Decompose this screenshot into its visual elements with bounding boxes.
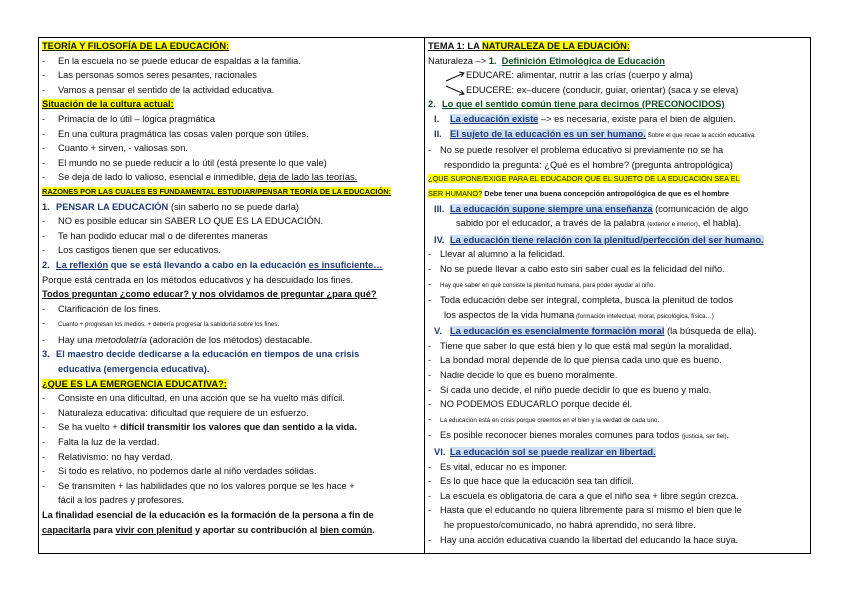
list-item: - Primacía de lo útil – lógica pragmática (42, 113, 216, 124)
list-item: - No se puede resolver el problema educativo si previamente no se ha (428, 145, 724, 156)
item-2: 2. La reflexión que se está llevando a cabo en la educación es insuficiente… (42, 259, 383, 270)
list-item: - Naturaleza educativa: dificultad que requiere de un esfuerzo. (42, 407, 309, 418)
list-item: - Se transmiten + las habilidades que no los valores porque se les hace + (42, 480, 355, 491)
educare-line: EDUCARE: alimentar, nutrir a las crías (cuerpo y alma) (428, 68, 807, 83)
item-3-cont: educativa (emergencia educativa). (58, 364, 210, 375)
left-column (39, 38, 425, 553)
educere-line: EDUCERE: ex–ducere (conducir, guiar, orientar) (saca y se eleva) (428, 83, 807, 98)
list-item: - Las personas somos seres pesantes, racionales (42, 70, 257, 81)
list-item: - Los castigos tienen que ser educativos. (42, 245, 221, 256)
list-item-cont: los aspectos de la vida humana (formación intelectual, moral, psicológica, física…) (444, 309, 714, 320)
list-item: - Cuanto + sirven, - valiosas son. (42, 143, 188, 154)
list-item-cont: fácil a los padres y profesores. (58, 495, 185, 506)
list-item: - La educación está en crisis porque creemos en el bien y la verdad de cada uno. (428, 413, 660, 424)
list-item: - Consiste en una dificultad, en una acción que se ha vuelto más difícil. (42, 393, 345, 404)
item-2-text: Porque está centrada en los métodos educativos y ha descuidado los fines. (42, 274, 354, 285)
list-item: - Es posible reconocer bienes morales comunes para todos (justicia, ser fiel). (428, 430, 730, 441)
list-item: - La escuela es obligatoria de cara a que el niño sea + libre según crezca. (428, 490, 739, 501)
list-item: - Hay una metodolatría (adoración de los métodos) destacable. (42, 334, 313, 345)
emergency-heading: ¿QUE ES LA EMERGENCIA EDUCATIVA?: (42, 378, 227, 389)
item-2-question: Todos preguntan ¿como educar? y nos olvidamos de preguntar ¿para qué? (42, 289, 377, 300)
left-title: TEORÍA Y FILOSOFÍA DE LA EDUCACIÓN: (42, 41, 230, 51)
list-item: - Si todo es relativo, no podemos darle al niño verdades sólidas. (42, 466, 317, 477)
list-item: - Cuanto + progresan los medios, + debería progresar la sabiduría sobre los fines. (42, 318, 280, 329)
point-i: I. La educación existe –> es necesaria, existe para el bien de alguien. (434, 113, 736, 124)
right-column (425, 38, 810, 553)
list-item: - En la escuela no se puede educar de espaldas a la familia. (42, 55, 301, 66)
list-item: - Te han podido educar mal o de diferentes maneras (42, 230, 268, 241)
list-item: - En una cultura pragmática las cosas valen porque son útiles. (42, 128, 309, 139)
list-item: - Vamos a pensar el sentido de la actividad educativa. (42, 84, 275, 95)
list-item: - Hasta que el educando no quiera libremente para sí mismo el bien que le (428, 505, 742, 516)
list-item: - Falta la luz de la verdad. (42, 437, 160, 448)
nature-line: Naturaleza –> 1. Definición Etimológica de Educación (428, 55, 665, 66)
point-iv: IV. La educación tiene relación con la plenitud/perfección del ser humano. (434, 234, 764, 245)
list-item: - Si cada uno decide, el niño puede decidir lo que es bueno y malo. (428, 384, 712, 395)
list-item: - La bondad moral depende de lo que piensa cada uno que es bueno. (428, 355, 722, 366)
list-item: - Llevar al alumno a la felicidad. (428, 249, 566, 260)
list-item: - Relativismo: no hay verdad. (42, 451, 173, 462)
item-3: 3. El maestro decide dedicarse a la educación en tiempos de una crisis (42, 349, 360, 360)
list-item-cont: he propuesto/comunicado, no habrá aprendido, no será libre. (444, 520, 696, 530)
item-1: 1. PENSAR LA EDUCACIÓN (sin saberlo no se puede darla) (42, 201, 300, 212)
list-item: - Es lo que hace que la educación sea tan difícil. (428, 476, 634, 487)
section-2: 2. Lo que el sentido común tiene para decirnos (PRECONOCIDOS) (428, 99, 725, 110)
final-statement: La finalidad esencial de la educación es la formación de la persona a fin de (42, 510, 374, 520)
point-ii: II. El sujeto de la educación es un ser humano. Sobre el que recae la acción educativa. (434, 128, 756, 139)
situation-heading: Situación de la cultura actual: (42, 99, 174, 110)
list-item: - Hay una acción educativa cuando la libertad del educando la hace suya. (428, 534, 739, 545)
list-item: - Hay que saber en qué consiste la plenitud humana, para poder ayudar al niño. (428, 278, 655, 289)
assume-line-2: SER HUMANO? Debe tener una buena concepción antropológica de que es el hombre (428, 188, 730, 198)
list-item: - NO es posible educar sin SABER LO QUE ES LA EDUCACIÓN. (42, 216, 324, 227)
reasons-heading: RAZONES POR LAS CUALES ES FUNDAMENTAL ESTUDIAR/PENSAR TEORÍA DE LA EDUCACIÓN: (42, 186, 392, 196)
right-title: TEMA 1: LA NATURALEZA DE LA EDUACIÓN: (428, 41, 630, 51)
point-iii-cont: sabido por el educador, a través de la palabra (exterior e interior), el habla). (456, 218, 742, 229)
list-item: - Clarificación de los fines. (42, 303, 161, 314)
final-statement-cont: capacitarla para vivir con plenitud y aportar su contribución al bien común. (42, 524, 375, 535)
point-v: V. La educación es esencialmente formación moral (la búsqueda de ella). (434, 326, 757, 337)
notes-table (38, 37, 811, 554)
list-item: - Se deja de lado lo valioso, esencial e inmedible, deja de lado las teorías. (42, 172, 358, 183)
list-item: - Es vital, educar no es imponer. (428, 461, 568, 472)
list-item: - El mundo no se puede reducir a lo útil (está presente lo que vale) (42, 157, 327, 168)
list-item: - NO PODEMOS EDUCARLO porque decide él. (428, 399, 633, 410)
point-vi: VI. La educación sol se puede realizar en libertad. (434, 447, 656, 458)
assume-line: ¿QUE SUPONE/EXIGE PARA EL EDUCADOR QUE EL SUJETO DE LA EDUCACIÓN SEA EL (428, 174, 740, 184)
list-item: - Nadie decide lo que es bueno moralmente. (428, 370, 618, 381)
list-item: - No se puede llevar a cabo esto sin saber cual es la felicidad del niño. (428, 263, 725, 274)
list-item: - Se ha vuelto + difícil transmitir los valores que dan sentido a la vida. (42, 422, 357, 433)
list-item: - Tiene que saber lo que está bien y lo que está mal según la moralidad. (428, 340, 732, 351)
list-item: - Toda educación debe ser integral, completa, busca la plenitud de todos (428, 295, 734, 306)
list-item-cont: respondido la pregunta: ¿Qué es el hombre? (pregunta antropológica) (444, 159, 733, 170)
point-iii: III. La educación supone siempre una enseñanza (comunicación de algo (434, 203, 749, 214)
